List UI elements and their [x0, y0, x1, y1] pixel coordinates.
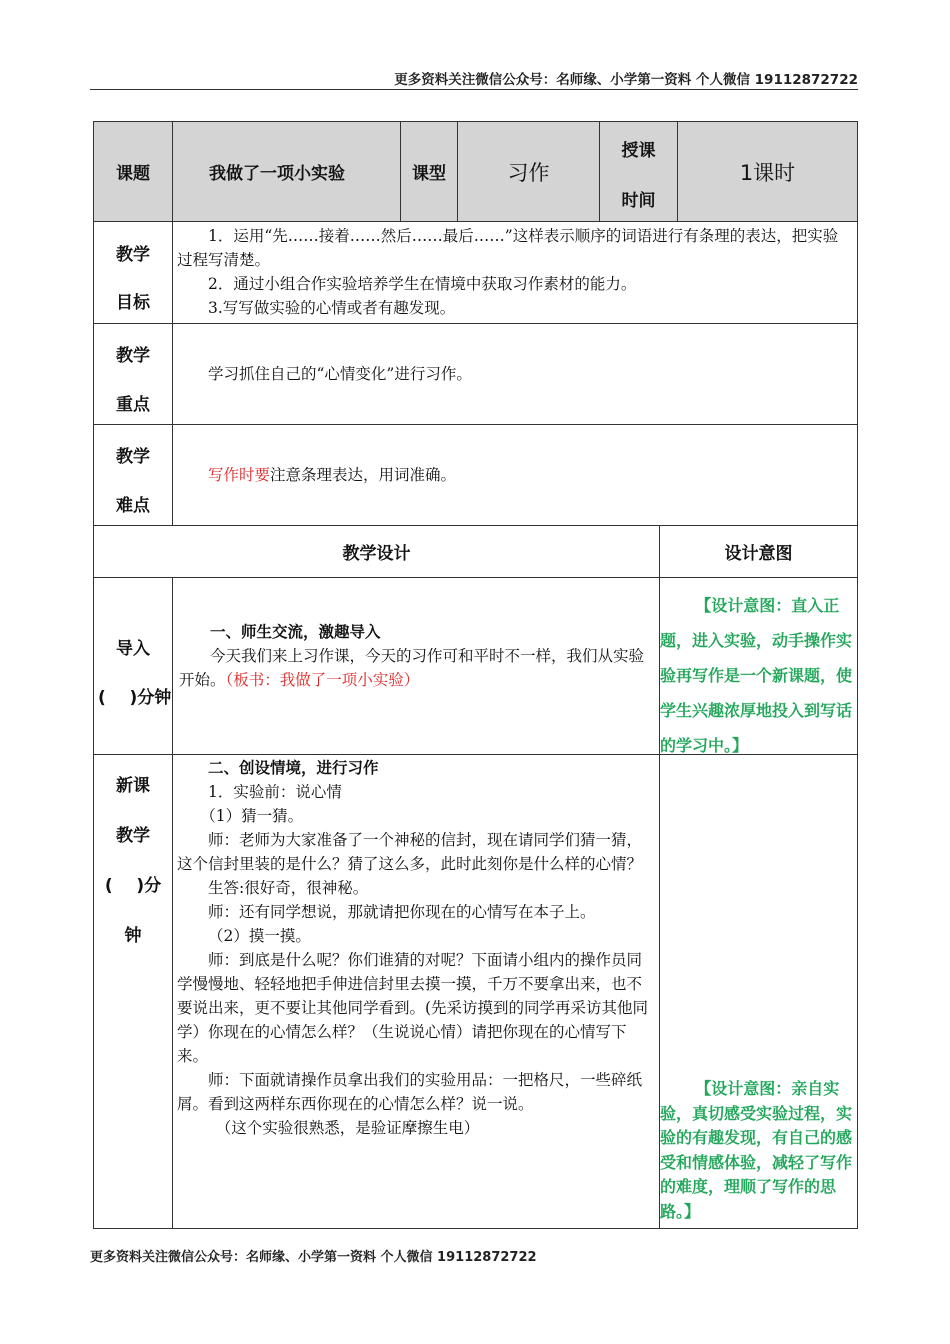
- difficulty-text-red: 写作时要: [208, 466, 271, 484]
- time-label-cell: [599, 121, 678, 222]
- newlesson-line-5: 师：还有同学想说，那就请把你现在的心情写在本子上。: [208, 903, 596, 921]
- newlesson-label-cell: [93, 754, 173, 1229]
- newlesson-line-9: （这个实验很熟悉，是验证摩擦生电）: [215, 1119, 480, 1137]
- newlesson-line-4: 生答:很好奇，很神秘。: [208, 879, 369, 897]
- newlesson-line-2: （1）猜一猜。: [200, 807, 304, 825]
- intro-heading: 一、师生交流，激趣导入: [210, 623, 381, 641]
- newlesson-label-2: 教学: [116, 826, 150, 846]
- newlesson-line-8: 师：下面就请操作员拿出我们的实验用品：一把格尺，一些碎纸屑。看到这两样东西你现在的心情怎么样？说一说。: [177, 1071, 643, 1113]
- intro-intent-cell: [659, 577, 858, 755]
- intro-text: 今天我们来上习作课，今天的习作可和平时不一样，我们从实验开始。: [179, 647, 645, 689]
- goals-content-cell: [172, 221, 858, 324]
- topic-value: 我做了一项小实验: [209, 164, 345, 184]
- difficulty-label-1: 教学: [116, 447, 150, 467]
- time-label-2: 时间: [621, 191, 656, 211]
- difficulty-content-cell: [172, 424, 858, 526]
- header-rule: [90, 89, 858, 90]
- newlesson-intent: 【设计意图：亲自实验，真切感受实验过程，实验的有趣发现，有自己的感受和情感体验，减轻了写作的难度，理顺了写作的思路。】: [660, 1079, 853, 1221]
- newlesson-line-7: 师：到底是什么呢？你们谁猜的对呢？下面请小组内的操作员同学慢慢地、轻轻地把手伸进信封里去摸一摸，千万不要拿出来，也不要说出来，更不要让其他同学看到。(先采访摸到的同学再采访其他同学）你现在的心情怎么样？（生说说心情）请把你现在的心情写下来。: [177, 951, 649, 1065]
- page-header: 更多资料关注微信公众号：名师缘、小学第一资料 个人微信 19112872722: [394, 72, 858, 88]
- type-value-cell: [457, 121, 600, 222]
- intro-intent: 【设计意图：直入正题，进入实验，动手操作实验再写作是一个新课题，使学生兴趣浓厚地投入到写话的学习中。】: [660, 596, 853, 755]
- design-header: 教学设计: [342, 544, 411, 564]
- key-content-cell: [172, 323, 858, 425]
- intro-content-cell: [172, 577, 660, 755]
- newlesson-line-1: 1．实验前：说心情: [208, 783, 342, 801]
- newlesson-line-3: 师：老师为大家准备了一个神秘的信封，现在请同学们猜一猜，这个信封里装的是什么？猜了这么多，此时此刻你是什么样的心情？: [177, 831, 643, 873]
- intro-text-red: （板书：我做了一项小实验）: [225, 671, 420, 689]
- goal-line-1: 1．运用“先……接着……然后……最后……”这样表示顺序的词语进行有条理的表达，把实验过程写清楚。: [177, 227, 839, 269]
- goals-label-cell: [93, 221, 173, 324]
- intro-label-1: 导入: [116, 639, 150, 659]
- design-header-cell: [93, 525, 660, 578]
- newlesson-line-6: （2）摸一摸。: [208, 927, 311, 945]
- key-label-2: 重点: [116, 395, 150, 415]
- type-label-cell: [400, 121, 458, 222]
- goals-label-2: 目标: [116, 293, 150, 313]
- difficulty-label-2: 难点: [116, 496, 150, 516]
- time-value-cell: [677, 121, 858, 222]
- newlesson-label-1: 新课: [116, 776, 150, 796]
- difficulty-label-cell: [93, 424, 173, 526]
- newlesson-content-cell: [172, 754, 660, 1229]
- intro-label-2: ( )分钟: [98, 688, 172, 708]
- goal-line-2: 2．通过小组合作实验培养学生在情境中获取习作素材的能力。: [208, 275, 637, 293]
- key-label-cell: [93, 323, 173, 425]
- key-text: 学习抓住自己的“心情变化”进行习作。: [208, 365, 472, 383]
- newlesson-heading: 二、创设情境，进行习作: [208, 759, 379, 777]
- newlesson-label-3: ( )分: [104, 876, 162, 896]
- time-value: 1课时: [739, 160, 796, 185]
- topic-label: 课题: [116, 164, 150, 184]
- goals-label-1: 教学: [116, 245, 150, 265]
- type-value: 习作: [507, 160, 550, 185]
- page-footer: 更多资料关注微信公众号：名师缘、小学第一资料 个人微信 19112872722: [90, 1250, 537, 1265]
- newlesson-intent-cell: [659, 754, 858, 1229]
- type-label: 课型: [412, 164, 446, 184]
- intent-header-cell: [659, 525, 858, 578]
- newlesson-label-4: 钟: [124, 926, 142, 946]
- topic-label-cell: [93, 121, 173, 222]
- intro-label-cell: [93, 577, 173, 755]
- time-label-1: 授课: [621, 141, 656, 161]
- key-label-1: 教学: [116, 346, 150, 366]
- intent-header: 设计意图: [724, 544, 793, 564]
- topic-value-cell: [172, 121, 401, 222]
- difficulty-text: 注意条理表达，用词准确。: [270, 466, 457, 484]
- goal-line-3: 3.写写做实验的心情或者有趣发现。: [208, 299, 456, 317]
